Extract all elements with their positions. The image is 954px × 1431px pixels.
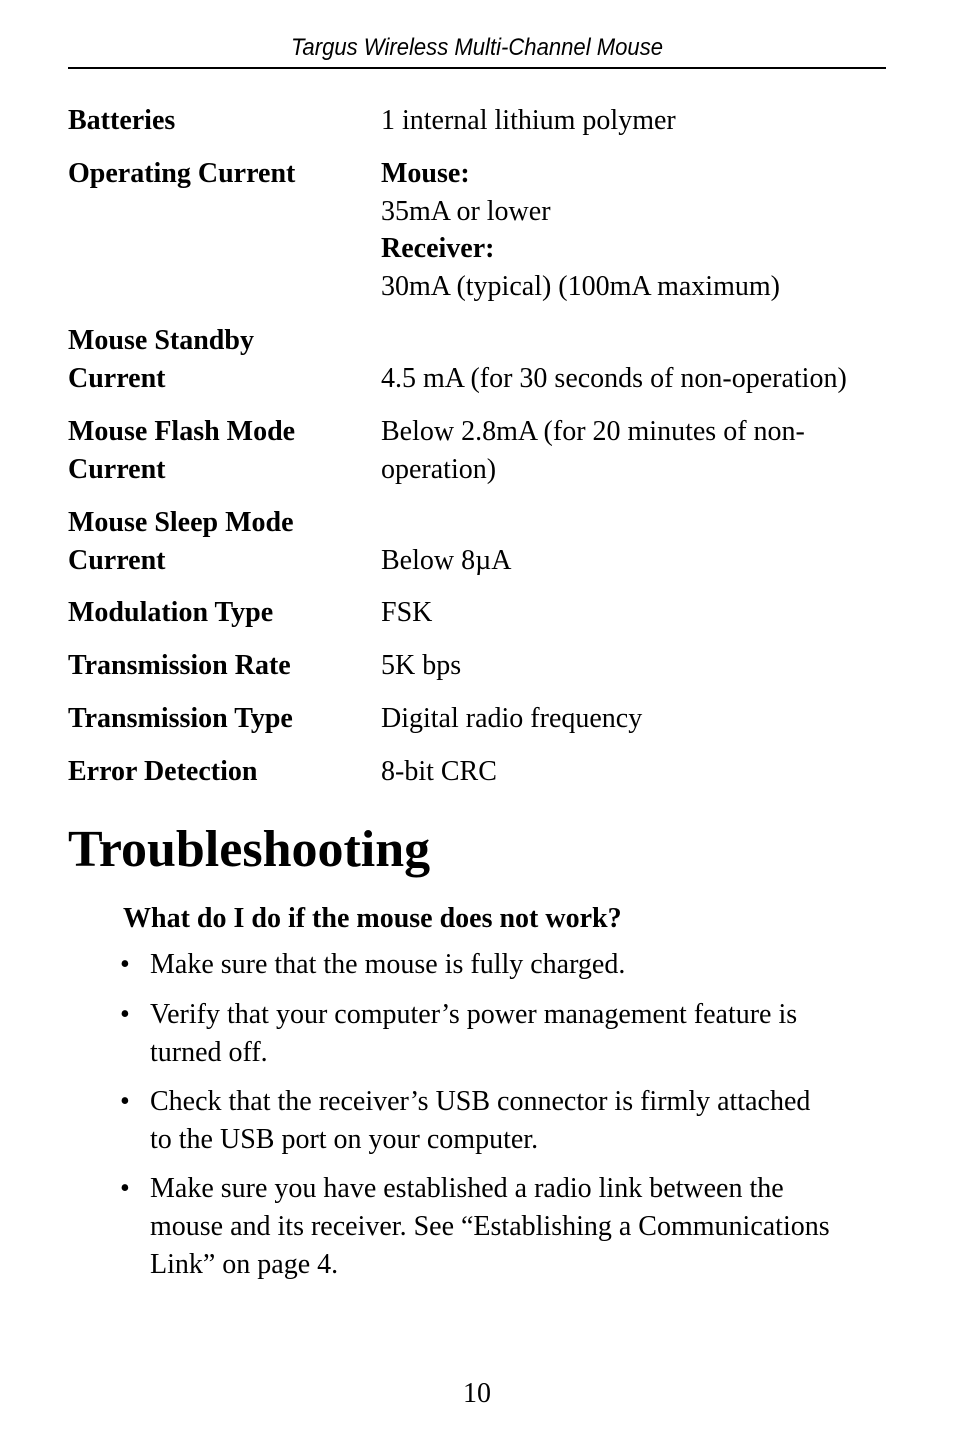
running-header: Targus Wireless Multi-Channel Mouse bbox=[290, 34, 664, 61]
spec-label bbox=[68, 504, 368, 579]
spec-value bbox=[381, 594, 901, 632]
spec-label bbox=[68, 413, 368, 488]
spec-value bbox=[381, 542, 901, 580]
spec-label bbox=[68, 322, 368, 397]
bullet-text-line: Link” on page 4. bbox=[150, 1249, 339, 1280]
spec-label-line: Mouse Sleep Mode bbox=[68, 507, 294, 538]
spec-value-line: Digital radio frequency bbox=[381, 703, 643, 734]
spec-label bbox=[68, 102, 368, 140]
bullet-text bbox=[150, 1083, 890, 1159]
spec-value-line: 1 internal lithium polymer bbox=[381, 105, 676, 136]
bullet-text bbox=[150, 996, 890, 1072]
spec-value-line: 5K bps bbox=[381, 650, 462, 681]
spec-value-line: FSK bbox=[381, 597, 433, 628]
bullet-text-line: to the USB port on your computer. bbox=[150, 1124, 539, 1155]
spec-label-line: Batteries bbox=[68, 105, 176, 136]
spec-label bbox=[68, 594, 368, 632]
spec-label-line: Mouse Standby bbox=[68, 325, 254, 356]
spec-value bbox=[381, 155, 901, 305]
spec-value bbox=[381, 360, 901, 398]
spec-value-line: Below 2.8mA (for 20 minutes of non- bbox=[381, 416, 805, 447]
bullet-text-line: Make sure you have established a radio link between the bbox=[150, 1173, 784, 1204]
bullet-icon: • bbox=[120, 1173, 130, 1204]
spec-label bbox=[68, 753, 368, 791]
spec-value bbox=[381, 647, 901, 685]
spec-label-line: Mouse Flash Mode bbox=[68, 416, 296, 447]
spec-value-subheading: Receiver: bbox=[381, 233, 495, 264]
spec-label-line: Operating Current bbox=[68, 158, 296, 189]
header-rule bbox=[68, 67, 886, 69]
spec-value-line: 30mA (typical) (100mA maximum) bbox=[381, 270, 780, 302]
bullet-text-line: Verify that your computer’s power management feature is bbox=[150, 999, 798, 1030]
spec-value bbox=[381, 413, 901, 488]
spec-value-line: 8-bit CRC bbox=[381, 756, 497, 787]
spec-value bbox=[381, 102, 901, 140]
spec-value-subheading: Mouse: bbox=[381, 158, 470, 189]
bullet-text-line: Make sure that the mouse is fully charged. bbox=[150, 949, 626, 980]
spec-value-line: operation) bbox=[381, 453, 497, 485]
bullet-text bbox=[150, 946, 890, 984]
spec-label-line: Modulation Type bbox=[68, 597, 274, 628]
spec-value-line: 35mA or lower bbox=[381, 195, 551, 227]
bullet-icon: • bbox=[120, 1086, 130, 1117]
spec-value-line: Below 8µA bbox=[381, 544, 512, 576]
bullet-text bbox=[150, 1170, 890, 1284]
spec-label-line: Current bbox=[68, 362, 166, 394]
spec-value-line: 4.5 mA (for 30 seconds of non-operation) bbox=[381, 362, 847, 394]
spec-value bbox=[381, 700, 901, 738]
section-title: Troubleshooting bbox=[68, 821, 431, 878]
faq-question: What do I do if the mouse does not work? bbox=[123, 903, 622, 934]
spec-label-line: Current bbox=[68, 544, 166, 576]
spec-label bbox=[68, 647, 368, 685]
bullet-text-line: turned off. bbox=[150, 1037, 268, 1068]
spec-label-line: Transmission Rate bbox=[68, 650, 291, 681]
spec-label-line: Current bbox=[68, 453, 166, 485]
spec-label-line: Transmission Type bbox=[68, 703, 293, 734]
spec-label bbox=[68, 155, 368, 193]
spec-label bbox=[68, 700, 368, 738]
spec-value bbox=[381, 753, 901, 791]
bullet-icon: • bbox=[120, 949, 130, 980]
bullet-text-line: Check that the receiver’s USB connector is firmly attached bbox=[150, 1086, 811, 1117]
spec-label-line: Error Detection bbox=[68, 756, 258, 787]
bullet-icon: • bbox=[120, 999, 130, 1030]
page-number: 10 bbox=[463, 1378, 491, 1409]
bullet-text-line: mouse and its receiver. See “Establishing a Communications bbox=[150, 1211, 830, 1242]
